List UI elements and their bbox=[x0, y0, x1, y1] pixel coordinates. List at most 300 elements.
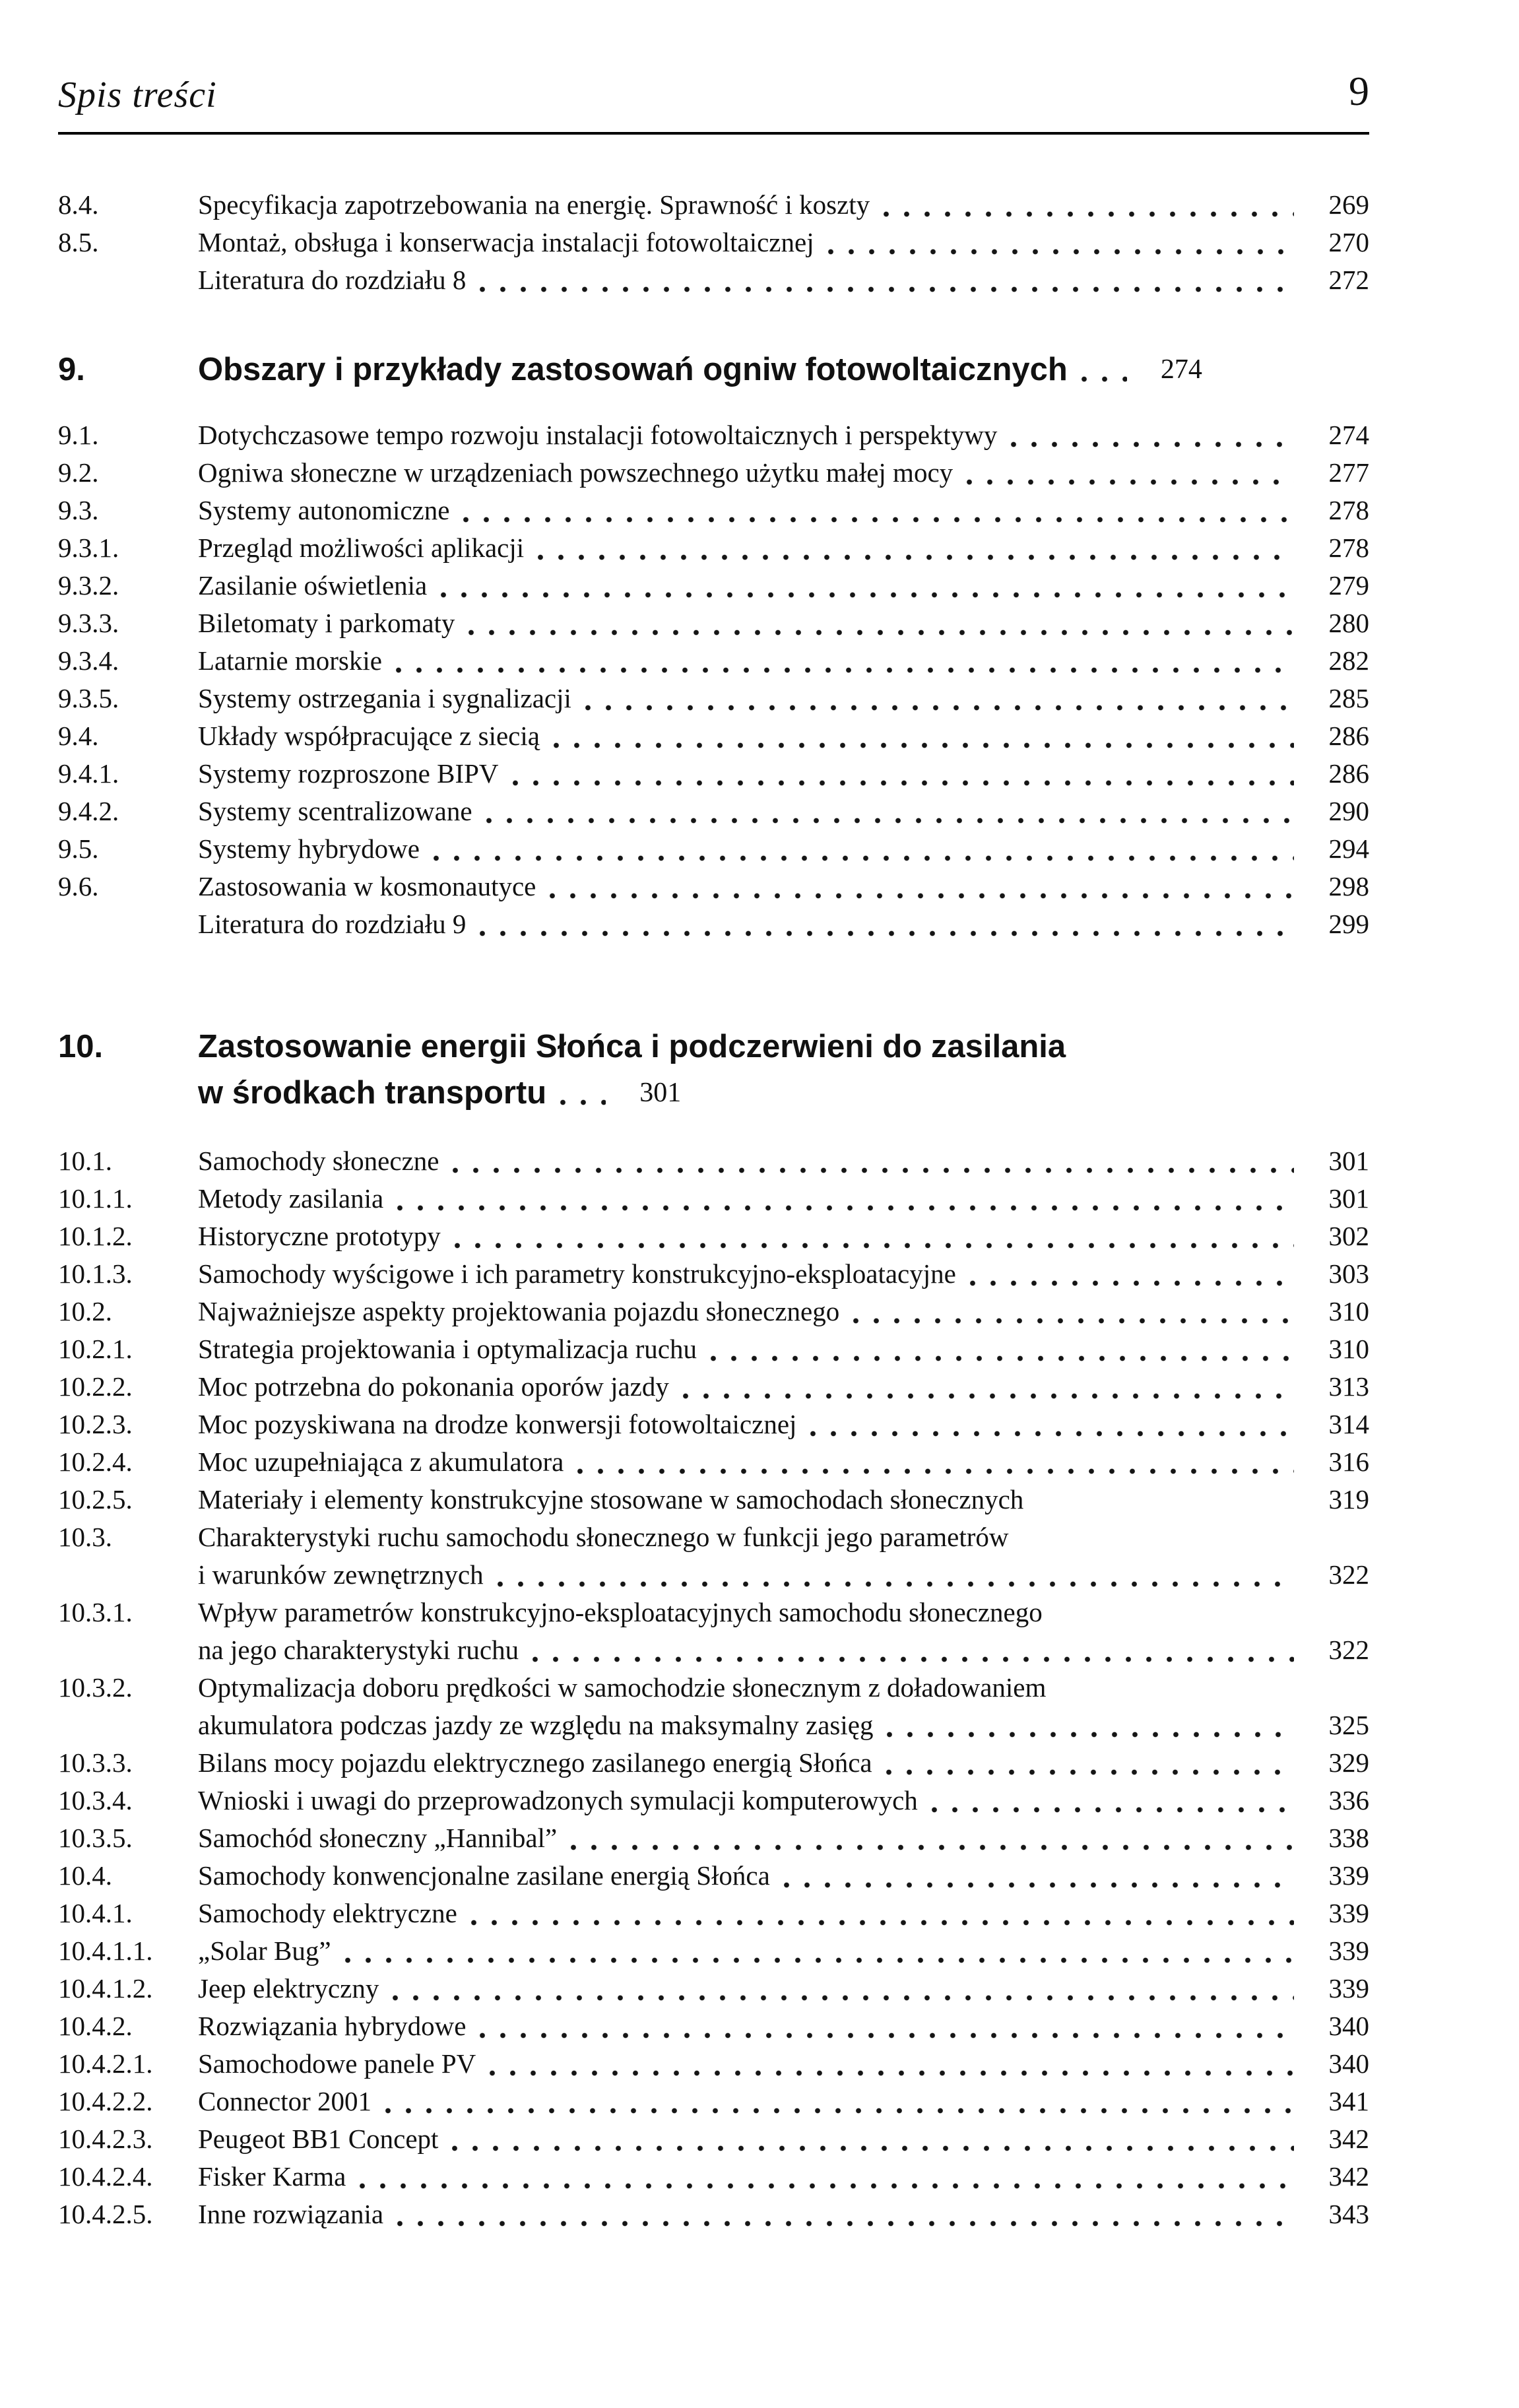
dot-leader bbox=[710, 1355, 1294, 1361]
toc-entry bbox=[58, 1293, 1369, 1330]
toc-entry-body bbox=[198, 2007, 1369, 2045]
toc-entry bbox=[58, 1782, 1369, 1819]
toc-entry-title: Systemy ostrzegania i sygnalizacji bbox=[198, 683, 571, 713]
toc-entry-body bbox=[198, 868, 1369, 905]
header-page-number: 9 bbox=[1349, 69, 1369, 114]
toc-entry-page: 342 bbox=[1328, 2161, 1369, 2192]
toc-entry-page: 278 bbox=[1328, 533, 1369, 563]
toc-entry-title: Montaż, obsługa i konserwacja instalacji fotowoltaicznej bbox=[198, 227, 814, 257]
toc-entry-number: 10.4.2.2. bbox=[58, 2086, 153, 2116]
toc-entry-page: 286 bbox=[1328, 758, 1369, 789]
toc-list bbox=[58, 186, 1369, 2233]
toc-entry bbox=[58, 1218, 1369, 1255]
toc-entry-body bbox=[198, 1443, 1369, 1481]
toc-entry-line bbox=[198, 1293, 1369, 1330]
toc-entry-page: 338 bbox=[1328, 1823, 1369, 1853]
toc-entry-line bbox=[198, 186, 1369, 224]
dot-leader bbox=[682, 1393, 1294, 1399]
toc-entry bbox=[58, 186, 1369, 224]
toc-entry-line bbox=[198, 261, 1369, 299]
toc-entry-title: Latarnie morskie bbox=[198, 645, 382, 676]
toc-entry-line bbox=[198, 1782, 1369, 1819]
toc-entry-body bbox=[198, 1970, 1369, 2007]
toc-entry bbox=[58, 224, 1369, 261]
dot-leader bbox=[479, 930, 1294, 936]
toc-entry-title: Zastosowanie energii Słońca i podczerwieni do zasilania bbox=[198, 1029, 1066, 1064]
toc-entry-number: 10.4.1. bbox=[58, 1898, 133, 1928]
toc-entry-line bbox=[198, 1857, 1369, 1895]
toc-entry-line bbox=[198, 604, 1369, 642]
toc-entry bbox=[58, 1970, 1369, 2007]
toc-entry-line bbox=[198, 1744, 1369, 1782]
toc-entry-number: 10.4.2.3. bbox=[58, 2124, 153, 2154]
toc-entry-page: 325 bbox=[1328, 1710, 1369, 1740]
dot-leader bbox=[827, 249, 1294, 255]
toc-entry-line bbox=[198, 2007, 1369, 2045]
toc-entry-page: 274 bbox=[1160, 354, 1202, 385]
dot-leader bbox=[489, 2070, 1294, 2076]
toc-entry-number: 10.3.5. bbox=[58, 1823, 133, 1853]
toc-entry-line bbox=[198, 2196, 1369, 2233]
toc-entry bbox=[58, 1368, 1369, 1406]
toc-entry-line bbox=[198, 1819, 1369, 1857]
toc-entry-line bbox=[198, 1631, 1369, 1669]
dot-leader bbox=[886, 1732, 1294, 1738]
toc-entry-number: 10.4.2.4. bbox=[58, 2161, 153, 2192]
toc-entry-title: Materiały i elementy konstrukcyjne stosowane w samochodach słonecznych bbox=[198, 1484, 1024, 1514]
dot-leader bbox=[497, 1581, 1294, 1587]
toc-entry-number: 10.4.2. bbox=[58, 2011, 133, 2041]
toc-entry-number: 10.2.5. bbox=[58, 1484, 133, 1514]
toc-entry-number: 10.1. bbox=[58, 1146, 112, 1176]
dot-leader bbox=[397, 1205, 1294, 1211]
toc-entry-page: 299 bbox=[1328, 909, 1369, 939]
toc-entry-page: 301 bbox=[1328, 1146, 1369, 1176]
toc-entry-title: Samochodowe panele PV bbox=[198, 2048, 476, 2079]
dot-leader bbox=[537, 554, 1294, 560]
toc-entry-number: 9. bbox=[58, 352, 85, 387]
toc-entry-line bbox=[198, 1406, 1369, 1443]
toc-entry-body bbox=[198, 1142, 1369, 1180]
toc-entry bbox=[58, 1406, 1369, 1443]
toc-entry-title: Systemy autonomiczne bbox=[198, 495, 450, 525]
toc-entry-page: 341 bbox=[1328, 2086, 1369, 2116]
toc-entry-line bbox=[198, 1518, 1369, 1556]
toc-entry-body bbox=[198, 2083, 1369, 2120]
toc-entry-body bbox=[198, 830, 1369, 868]
toc-entry-number: 10.2. bbox=[58, 1296, 112, 1326]
toc-entry bbox=[58, 905, 1369, 943]
toc-entry-page: 286 bbox=[1328, 721, 1369, 751]
dot-leader bbox=[397, 2221, 1294, 2227]
toc-entry-body bbox=[198, 1330, 1369, 1368]
toc-entry bbox=[58, 1142, 1369, 1180]
dot-leader bbox=[853, 1318, 1294, 1324]
toc-entry-number: 9.2. bbox=[58, 457, 99, 488]
toc-entry-number: 10.1.1. bbox=[58, 1183, 133, 1214]
dot-leader bbox=[359, 2183, 1294, 2189]
toc-entry-line bbox=[198, 346, 1369, 393]
toc-entry-page: 336 bbox=[1328, 1785, 1369, 1815]
dot-leader bbox=[553, 742, 1294, 748]
toc-entry-title: Rozwiązania hybrydowe bbox=[198, 2011, 467, 2041]
toc-entry bbox=[58, 830, 1369, 868]
toc-entry-line bbox=[198, 755, 1369, 793]
toc-entry bbox=[58, 2045, 1369, 2083]
toc-entry-title: Connector 2001 bbox=[198, 2086, 372, 2116]
dot-leader bbox=[886, 1769, 1294, 1775]
toc-entry-body bbox=[198, 2120, 1369, 2158]
dot-leader bbox=[931, 1807, 1294, 1813]
toc-entry-body bbox=[198, 1406, 1369, 1443]
toc-entry-body bbox=[198, 1218, 1369, 1255]
dot-leader bbox=[395, 667, 1294, 673]
toc-entry-title: Obszary i przykłady zastosowań ogniw fotowoltaicznych bbox=[198, 352, 1068, 387]
toc-entry-number: 10. bbox=[58, 1029, 104, 1064]
toc-entry-title: Historyczne prototypy bbox=[198, 1221, 441, 1251]
toc-entry-body bbox=[198, 1895, 1369, 1932]
toc-entry-line bbox=[198, 1443, 1369, 1481]
toc-entry bbox=[58, 454, 1369, 492]
toc-entry-body bbox=[198, 416, 1369, 454]
toc-entry-body bbox=[198, 224, 1369, 261]
dot-leader bbox=[783, 1882, 1294, 1888]
toc-entry-line bbox=[198, 1594, 1369, 1631]
toc-entry bbox=[58, 1857, 1369, 1895]
toc-entry-line bbox=[198, 454, 1369, 492]
toc-entry-body bbox=[198, 567, 1369, 604]
toc-entry-line bbox=[198, 793, 1369, 830]
toc-entry bbox=[58, 2083, 1369, 2120]
dot-leader bbox=[385, 2108, 1294, 2114]
toc-entry-body bbox=[198, 1782, 1369, 1819]
toc-entry bbox=[58, 1895, 1369, 1932]
toc-entry-title: Samochody słoneczne bbox=[198, 1146, 439, 1176]
dot-leader bbox=[577, 1468, 1294, 1474]
dot-leader bbox=[883, 211, 1294, 217]
toc-entry-number: 10.2.4. bbox=[58, 1447, 133, 1477]
dot-leader bbox=[585, 705, 1294, 711]
toc-entry-page: 340 bbox=[1328, 2011, 1369, 2041]
toc-entry-number: 9.3.5. bbox=[58, 683, 119, 713]
toc-entry-line bbox=[198, 2045, 1369, 2083]
toc-entry-line bbox=[198, 1330, 1369, 1368]
toc-entry-title: Moc uzupełniająca z akumulatora bbox=[198, 1447, 564, 1477]
toc-entry bbox=[58, 2120, 1369, 2158]
toc-entry-title: Zastosowania w kosmonautyce bbox=[198, 871, 536, 901]
toc-entry-page: 310 bbox=[1328, 1296, 1369, 1326]
toc-entry-page: 294 bbox=[1328, 833, 1369, 864]
toc-entry bbox=[58, 717, 1369, 755]
toc-entry-line bbox=[198, 1669, 1369, 1707]
toc-entry-title: Samochody wyścigowe i ich parametry konstrukcyjno-eksploatacyjne bbox=[198, 1258, 956, 1289]
toc-entry bbox=[58, 1932, 1369, 1970]
toc-entry-number: 10.3.1. bbox=[58, 1597, 133, 1627]
toc-entry-number: 10.2.3. bbox=[58, 1409, 133, 1439]
dot-leader bbox=[440, 592, 1294, 598]
toc-entry bbox=[58, 1669, 1369, 1744]
toc-entry-number: 10.1.3. bbox=[58, 1258, 133, 1289]
toc-entry-page: 303 bbox=[1328, 1258, 1369, 1289]
toc-entry-body bbox=[198, 755, 1369, 793]
toc-entry-body bbox=[198, 680, 1369, 717]
toc-entry-title: Systemy hybrydowe bbox=[198, 833, 420, 864]
dot-leader bbox=[451, 2145, 1294, 2151]
toc-entry-title: Samochód słoneczny „Hannibal” bbox=[198, 1823, 558, 1853]
toc-entry-title: Zasilanie oświetlenia bbox=[198, 570, 428, 601]
toc-entry-page: 314 bbox=[1328, 1409, 1369, 1439]
toc-entry-page: 285 bbox=[1328, 683, 1369, 713]
toc-entry-page: 339 bbox=[1328, 1936, 1369, 1966]
toc-entry bbox=[58, 567, 1369, 604]
toc-entry-page: 301 bbox=[639, 1078, 682, 1108]
dot-leader bbox=[969, 1280, 1294, 1286]
dot-leader bbox=[463, 517, 1294, 523]
toc-entry-line bbox=[198, 905, 1369, 943]
toc-entry bbox=[58, 1180, 1369, 1218]
toc-entry-title: Wpływ parametrów konstrukcyjno-eksploatacyjnych samochodu słonecznego bbox=[198, 1597, 1043, 1627]
toc-entry-title: akumulatora podczas jazdy ze względu na maksymalny zasięg bbox=[198, 1710, 874, 1740]
toc-entry-line bbox=[198, 642, 1369, 680]
toc-entry bbox=[58, 492, 1369, 529]
toc-entry-line bbox=[198, 1707, 1369, 1744]
toc-entry-number: 8.5. bbox=[58, 227, 99, 257]
toc-entry-title: Samochody konwencjonalne zasilane energią Słońca bbox=[198, 1860, 770, 1891]
toc-entry-title: i warunków zewnętrznych bbox=[198, 1559, 484, 1590]
toc-entry-line bbox=[198, 717, 1369, 755]
toc-entry-line bbox=[198, 2120, 1369, 2158]
dot-leader bbox=[1010, 441, 1294, 447]
toc-entry-line bbox=[198, 1255, 1369, 1293]
dot-leader bbox=[479, 2033, 1294, 2038]
toc-entry-body bbox=[198, 642, 1369, 680]
toc-entry-number: 10.4.1.1. bbox=[58, 1936, 153, 1966]
toc-entry-number: 9.3.2. bbox=[58, 570, 119, 601]
toc-entry-line bbox=[198, 1368, 1369, 1406]
toc-entry-page: 280 bbox=[1328, 608, 1369, 638]
toc-entry-line bbox=[198, 1481, 1369, 1518]
toc-entry-line bbox=[198, 529, 1369, 567]
toc-entry-title: Metody zasilania bbox=[198, 1183, 384, 1214]
toc-entry-title: Specyfikacja zapotrzebowania na energię. Sprawność i koszty bbox=[198, 189, 870, 220]
toc-entry-number: 10.3.3. bbox=[58, 1747, 133, 1778]
toc-entry-body bbox=[198, 793, 1369, 830]
toc-entry-body bbox=[198, 529, 1369, 567]
toc-entry-line bbox=[198, 1180, 1369, 1218]
toc-entry-number: 9.5. bbox=[58, 833, 99, 864]
toc-entry bbox=[58, 1255, 1369, 1293]
toc-entry-page: 319 bbox=[1328, 1484, 1369, 1514]
toc-entry-body bbox=[198, 1024, 1369, 1116]
toc-entry bbox=[58, 2158, 1369, 2196]
toc-entry-title: Fisker Karma bbox=[198, 2161, 346, 2192]
toc-entry-title: Charakterystyki ruchu samochodu słonecznego w funkcji jego parametrów bbox=[198, 1522, 1009, 1552]
toc-entry-line bbox=[198, 1932, 1369, 1970]
dot-leader bbox=[1081, 376, 1127, 382]
toc-entry-body bbox=[198, 717, 1369, 755]
toc-entry-page: 272 bbox=[1328, 265, 1369, 295]
toc-entry bbox=[58, 680, 1369, 717]
toc-entry-line bbox=[198, 1070, 1369, 1116]
toc-entry-number: 10.3. bbox=[58, 1522, 112, 1552]
toc-entry-number: 8.4. bbox=[58, 189, 99, 220]
toc-entry-title: Moc potrzebna do pokonania oporów jazdy bbox=[198, 1371, 669, 1402]
toc-entry-title: Układy współpracujące z siecią bbox=[198, 721, 540, 751]
toc-entry-title: Systemy scentralizowane bbox=[198, 796, 472, 826]
toc-entry-number: 9.3.3. bbox=[58, 608, 119, 638]
toc-entry bbox=[58, 604, 1369, 642]
toc-entry bbox=[58, 1744, 1369, 1782]
dot-leader bbox=[966, 479, 1294, 485]
toc-entry-number: 10.1.2. bbox=[58, 1221, 133, 1251]
toc-entry-number: 10.3.4. bbox=[58, 1785, 133, 1815]
toc-entry-number: 9.4.1. bbox=[58, 758, 119, 789]
toc-entry-page: 269 bbox=[1328, 189, 1369, 220]
toc-entry-number: 10.2.2. bbox=[58, 1371, 133, 1402]
toc-entry-body bbox=[198, 905, 1369, 943]
dot-leader bbox=[486, 818, 1294, 824]
toc-entry-body bbox=[198, 1180, 1369, 1218]
toc-entry bbox=[58, 1443, 1369, 1481]
toc-entry-title: w środkach transportu bbox=[198, 1075, 547, 1111]
toc-entry bbox=[58, 1330, 1369, 1368]
toc-entry-body bbox=[198, 1255, 1369, 1293]
toc-entry-page: 313 bbox=[1328, 1371, 1369, 1402]
toc-entry-title: Optymalizacja doboru prędkości w samochodzie słonecznym z doładowaniem bbox=[198, 1672, 1047, 1703]
toc-entry-body bbox=[198, 261, 1369, 299]
toc-entry bbox=[58, 1518, 1369, 1594]
toc-entry-number: 10.2.1. bbox=[58, 1334, 133, 1364]
dot-leader bbox=[454, 1243, 1294, 1249]
toc-entry-page: 339 bbox=[1328, 1973, 1369, 2003]
toc-entry-line bbox=[198, 830, 1369, 868]
dot-leader bbox=[810, 1431, 1294, 1437]
toc-entry-title: Przegląd możliwości aplikacji bbox=[198, 533, 525, 563]
toc-entry-title: „Solar Bug” bbox=[198, 1936, 331, 1966]
toc-entry-page: 279 bbox=[1328, 570, 1369, 601]
toc-entry-title: Strategia projektowania i optymalizacja ruchu bbox=[198, 1334, 697, 1364]
toc-entry-title: Wnioski i uwagi do przeprowadzonych symulacji komputerowych bbox=[198, 1785, 918, 1815]
toc-entry-line bbox=[198, 680, 1369, 717]
toc-entry-number: 10.4.2.5. bbox=[58, 2199, 153, 2229]
toc-entry bbox=[58, 1819, 1369, 1857]
toc-entry-page: 298 bbox=[1328, 871, 1369, 901]
toc-entry-title: Samochody elektryczne bbox=[198, 1898, 457, 1928]
toc-entry bbox=[58, 261, 1369, 299]
header-rule bbox=[58, 132, 1369, 135]
toc-entry-number: 9.4.2. bbox=[58, 796, 119, 826]
toc-entry-line bbox=[198, 2158, 1369, 2196]
toc-entry-line bbox=[198, 1895, 1369, 1932]
dot-leader bbox=[468, 630, 1294, 635]
toc-entry-body bbox=[198, 1857, 1369, 1895]
toc-entry-number: 10.4.2.1. bbox=[58, 2048, 153, 2079]
toc-entry-page: 322 bbox=[1328, 1559, 1369, 1590]
toc-entry-line bbox=[198, 1024, 1369, 1070]
toc-entry-page: 339 bbox=[1328, 1860, 1369, 1891]
toc-entry-page: 342 bbox=[1328, 2124, 1369, 2154]
toc-entry-line bbox=[198, 1218, 1369, 1255]
toc-entry bbox=[58, 529, 1369, 567]
toc-entry-title: Literatura do rozdziału 8 bbox=[198, 265, 467, 295]
toc-entry bbox=[58, 1594, 1369, 1669]
toc-entry-body bbox=[198, 1744, 1369, 1782]
toc-entry-number: 10.4.1.2. bbox=[58, 1973, 153, 2003]
toc-entry-line bbox=[198, 567, 1369, 604]
toc-entry bbox=[58, 755, 1369, 793]
dot-leader bbox=[344, 1957, 1294, 1963]
dot-leader bbox=[570, 1844, 1294, 1850]
toc-entry bbox=[58, 793, 1369, 830]
toc-entry-page: 302 bbox=[1328, 1221, 1369, 1251]
toc-entry-number: 9.1. bbox=[58, 420, 99, 450]
dot-leader bbox=[433, 855, 1294, 861]
toc-entry-page: 339 bbox=[1328, 1898, 1369, 1928]
toc-entry-title: Bilans mocy pojazdu elektrycznego zasilanego energią Słońca bbox=[198, 1747, 872, 1778]
toc-entry-line bbox=[198, 224, 1369, 261]
toc-entry-line bbox=[198, 1970, 1369, 2007]
toc-entry-body bbox=[198, 1819, 1369, 1857]
toc-entry-body bbox=[198, 454, 1369, 492]
toc-entry bbox=[58, 642, 1369, 680]
toc-entry-line bbox=[198, 868, 1369, 905]
toc-entry bbox=[58, 868, 1369, 905]
toc-entry-body bbox=[198, 1932, 1369, 1970]
toc-entry-page: 343 bbox=[1328, 2199, 1369, 2229]
toc-entry-body bbox=[198, 2196, 1369, 2233]
toc-entry-title: Najważniejsze aspekty projektowania pojazdu słonecznego bbox=[198, 1296, 840, 1326]
toc-entry-number: 9.3. bbox=[58, 495, 99, 525]
toc-entry-line bbox=[198, 2083, 1369, 2120]
toc-entry-page: 282 bbox=[1328, 645, 1369, 676]
toc-entry bbox=[58, 1481, 1369, 1518]
toc-entry-number: 9.3.4. bbox=[58, 645, 119, 676]
toc-entry-title: Literatura do rozdziału 9 bbox=[198, 909, 467, 939]
dot-leader bbox=[470, 1920, 1294, 1926]
toc-entry-body bbox=[198, 1669, 1369, 1744]
dot-leader bbox=[479, 286, 1294, 292]
toc-entry-title: Peugeot BB1 Concept bbox=[198, 2124, 439, 2154]
toc-entry-page: 329 bbox=[1328, 1747, 1369, 1778]
toc-entry-page: 277 bbox=[1328, 457, 1369, 488]
toc-entry-page: 301 bbox=[1328, 1183, 1369, 1214]
toc-entry-body bbox=[198, 1481, 1369, 1518]
toc-entry-line bbox=[198, 416, 1369, 454]
toc-entry-page: 310 bbox=[1328, 1334, 1369, 1364]
toc-entry-page: 340 bbox=[1328, 2048, 1369, 2079]
toc-entry-body bbox=[198, 2045, 1369, 2083]
dot-leader bbox=[512, 780, 1294, 786]
toc-entry-body bbox=[198, 1368, 1369, 1406]
toc-entry bbox=[58, 416, 1369, 454]
dot-leader bbox=[532, 1656, 1294, 1662]
toc-entry-number: 10.4. bbox=[58, 1860, 112, 1891]
toc-entry-number: 9.6. bbox=[58, 871, 99, 901]
dot-leader bbox=[560, 1099, 606, 1105]
toc-entry bbox=[58, 346, 1369, 393]
toc-entry bbox=[58, 1024, 1369, 1116]
toc-entry-number: 9.3.1. bbox=[58, 533, 119, 563]
dot-leader bbox=[392, 1995, 1294, 2001]
toc-entry-page: 270 bbox=[1328, 227, 1369, 257]
toc-entry-body bbox=[198, 492, 1369, 529]
toc-entry bbox=[58, 2196, 1369, 2233]
toc-entry-line bbox=[198, 492, 1369, 529]
toc-entry-number: 9.4. bbox=[58, 721, 99, 751]
toc-entry-line bbox=[198, 1556, 1369, 1594]
toc-entry-body bbox=[198, 186, 1369, 224]
toc-entry-body bbox=[198, 2158, 1369, 2196]
